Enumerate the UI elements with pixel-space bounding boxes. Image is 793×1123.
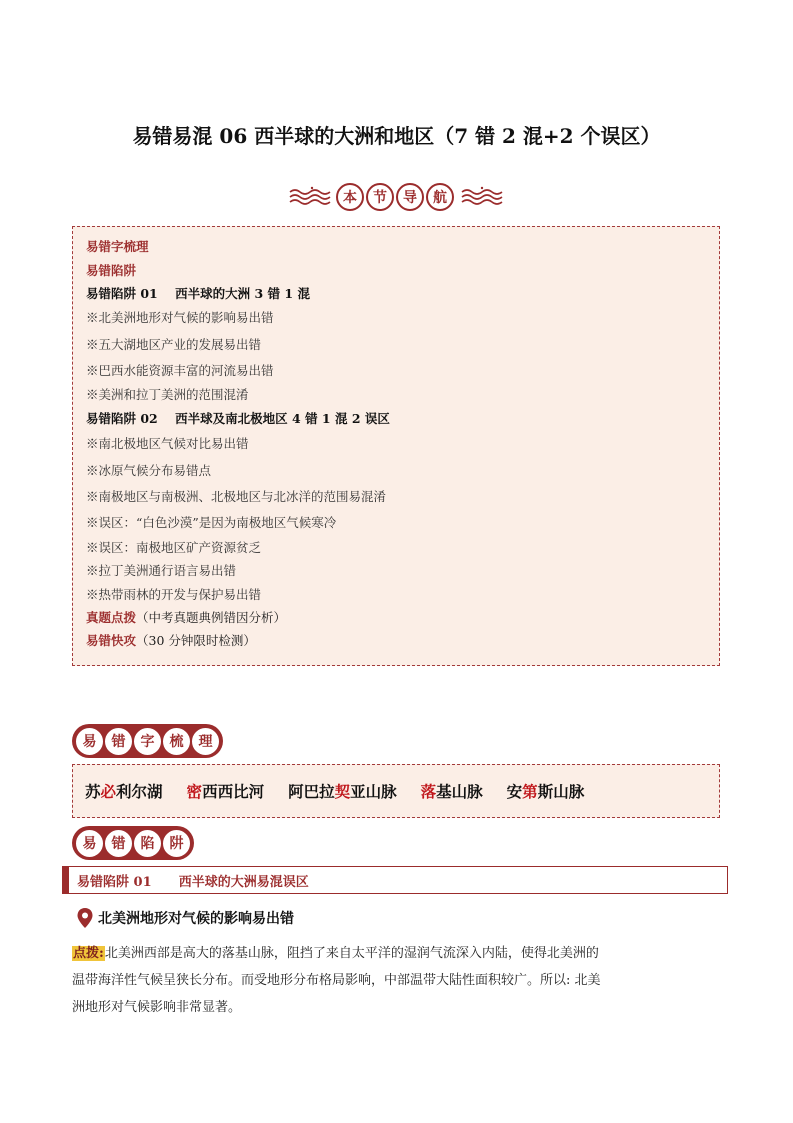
toc-label: 真题点拨	[86, 610, 137, 625]
toc-item[interactable]: ※误区：南极地区矿产资源贫乏	[86, 540, 262, 555]
tip-paragraph-line: 温带海洋性气候呈狭长分布。而受地形分布格局影响，中部温带大陆性面积较广。所以: 北美	[72, 973, 601, 988]
wave-ornament-icon	[288, 186, 334, 208]
section-header-char: 易	[76, 830, 103, 857]
toc-item[interactable]: ※南极地区与南极洲、北极地区与北冰洋的范围易混淆	[86, 489, 387, 504]
location-pin-icon	[76, 907, 94, 929]
toc-item[interactable]: ※北美洲地形对气候的影响易出错	[86, 310, 274, 325]
trap-section-bar	[62, 866, 728, 894]
table-of-contents	[72, 226, 720, 666]
toc-link-quick-test[interactable]	[86, 631, 256, 649]
toc-item[interactable]: ※美洲和拉丁美洲的范围混淆	[86, 387, 249, 402]
toc-link-trap-02[interactable]	[86, 409, 390, 427]
section-header-traps	[72, 826, 194, 860]
toc-trap-text: 西半球的大洲 3 错 1 混	[175, 286, 310, 301]
nav-banner	[0, 180, 793, 216]
toc-item[interactable]: ※南北极地区气候对比易出错	[86, 436, 249, 451]
word-item: 落基山脉	[420, 782, 483, 801]
tip-paragraph-line: 洲地形对气候影响非常显著。	[72, 1000, 242, 1015]
page-title: 易错易混 06 西半球的大洲和地区（7 错 2 混+2 个误区）	[132, 124, 661, 148]
word-item: 苏必利尔湖	[85, 782, 163, 801]
toc-item[interactable]: ※拉丁美洲通行语言易出错	[86, 563, 237, 578]
word-item: 阿巴拉契亚山脉	[288, 782, 397, 801]
toc-trap-label: 易错陷阱 01	[86, 286, 158, 301]
nav-header-circles	[336, 183, 454, 211]
word-item: 密西西比河	[186, 782, 265, 801]
section-header-char: 易	[76, 728, 103, 755]
trap-bar-title: 易错陷阱 01 西半球的大洲易混误区	[77, 874, 309, 890]
toc-trap-label: 易错陷阱 02	[86, 411, 158, 426]
toc-link-trap-01[interactable]	[86, 284, 310, 302]
toc-item[interactable]: ※误区：“白色沙漠”是因为南极地区气候寒冷	[86, 515, 337, 530]
section-header-char: 陷	[134, 830, 161, 857]
section-header-char: 字	[134, 728, 161, 755]
section-header-char: 梳	[163, 728, 190, 755]
subheading-text: 北美洲地形对气候的影响易出错	[98, 911, 294, 927]
nav-header-char: 航	[426, 183, 454, 211]
tip-paragraph-line: 点拨:北美洲西部是高大的落基山脉，阻挡了来自太平洋的湿润气流深入内陆，使得北美洲的	[73, 946, 599, 961]
toc-label-note: （中考真题典例错因分析）	[136, 610, 287, 625]
toc-item[interactable]: ※冰原气候分布易错点	[86, 463, 212, 478]
nav-header-char: 导	[396, 183, 424, 211]
section-header-char: 阱	[163, 830, 190, 857]
section-header-char: 理	[192, 728, 219, 755]
word-item: 安第斯山脉	[506, 782, 585, 801]
toc-link-word-review[interactable]: 易错字梳理	[86, 239, 149, 254]
section-header-char: 错	[105, 728, 132, 755]
toc-label-note: （30 分钟限时检测）	[136, 633, 256, 648]
section-header-char: 错	[105, 830, 132, 857]
section-header-word-review	[72, 724, 223, 758]
toc-link-exam-analysis[interactable]	[86, 608, 286, 626]
toc-item[interactable]: ※热带雨林的开发与保护易出错	[86, 587, 262, 602]
toc-trap-text: 西半球及南北极地区 4 错 1 混 2 误区	[175, 411, 390, 426]
subheading	[76, 906, 294, 930]
tip-label: 点拨:	[73, 946, 104, 961]
nav-header-char: 本	[336, 183, 364, 211]
toc-label: 易错快攻	[86, 633, 137, 648]
error-prone-words-box	[72, 764, 720, 818]
toc-link-traps[interactable]: 易错陷阱	[86, 263, 137, 278]
toc-item[interactable]: ※巴西水能资源丰富的河流易出错	[86, 363, 274, 378]
wave-ornament-icon	[460, 186, 506, 208]
toc-item[interactable]: ※五大湖地区产业的发展易出错	[86, 337, 262, 352]
nav-header-char: 节	[366, 183, 394, 211]
